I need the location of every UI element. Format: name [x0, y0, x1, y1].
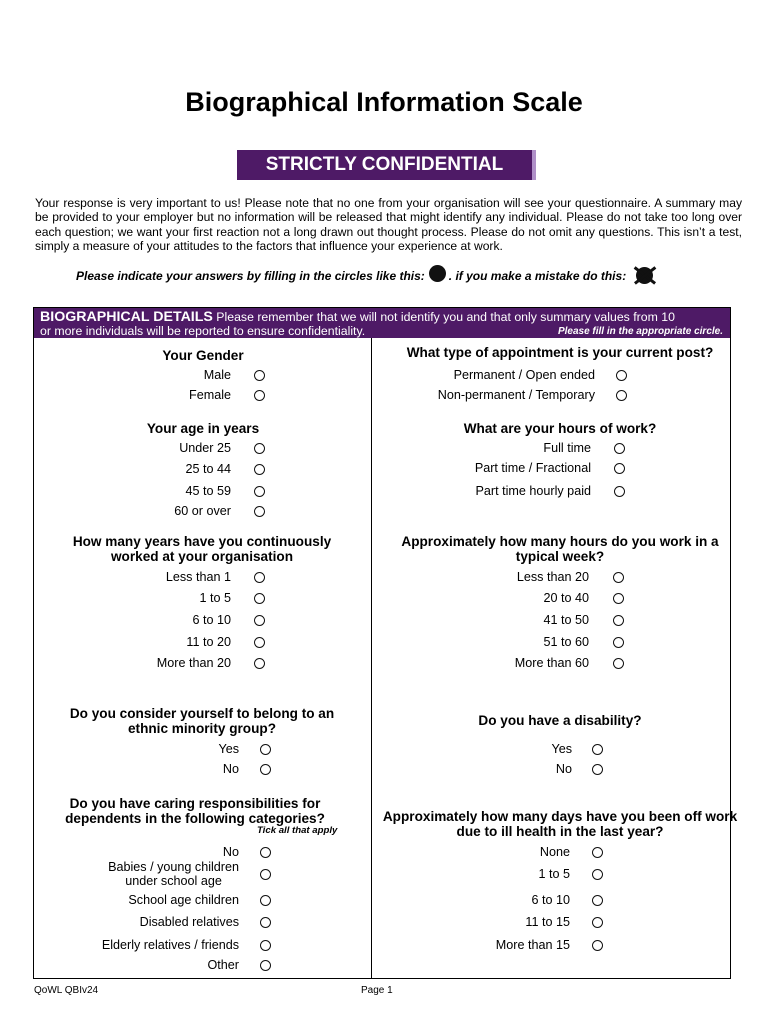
option-label-sick-days: None: [539, 845, 570, 859]
option-label-years: 11 to 20: [186, 635, 231, 649]
option-label-ethnic: Yes: [218, 742, 239, 756]
option-label-appointment: Non-permanent / Temporary: [437, 388, 595, 402]
fill-circle-note: Please fill in the appropriate circle.: [557, 326, 723, 337]
answer-radio-appointment[interactable]: [616, 370, 627, 381]
confidential-banner: STRICTLY CONFIDENTIAL: [237, 150, 536, 180]
option-label-ethnic: No: [222, 762, 239, 776]
answer-radio-years[interactable]: [254, 658, 265, 669]
page-number: Page 1: [361, 985, 393, 996]
answer-radio-caring[interactable]: [260, 869, 271, 880]
option-label-years: 1 to 5: [199, 591, 231, 605]
option-label-caring: No: [222, 845, 239, 859]
answer-radio-sick-days[interactable]: [592, 847, 603, 858]
crossed-circle-example-icon: [632, 264, 658, 286]
option-label-caring: Other: [207, 958, 239, 972]
instruction-mistake-text: . if you make a mistake do this:: [448, 269, 627, 283]
section-heading: BIOGRAPHICAL DETAILS: [40, 309, 213, 325]
question-weekly-hours: Approximately how many hours do you work in a typical week?: [401, 534, 719, 564]
option-label-years: Less than 1: [165, 570, 231, 584]
biographical-details-header: [34, 308, 730, 338]
answer-radio-years[interactable]: [254, 593, 265, 604]
answer-radio-weekly-hours[interactable]: [613, 593, 624, 604]
question-gender: Your Gender: [162, 348, 244, 363]
option-label-caring: Babies / young children under school age: [108, 860, 239, 888]
option-label-disability: Yes: [551, 742, 572, 756]
answer-radio-weekly-hours[interactable]: [613, 572, 624, 583]
option-label-weekly-hours: More than 60: [514, 656, 589, 670]
question-disability: Do you have a disability?: [478, 713, 642, 728]
answer-radio-appointment[interactable]: [616, 390, 627, 401]
answer-radio-hours[interactable]: [614, 486, 625, 497]
question-ethnic: Do you consider yourself to belong to an ethnic minority group?: [69, 706, 335, 736]
answer-radio-gender[interactable]: [254, 390, 265, 401]
answer-radio-weekly-hours[interactable]: [613, 658, 624, 669]
option-label-hours: Full time: [543, 441, 591, 455]
confidentiality-note-continued: or more individuals will be reported to ensure confidentiality.: [40, 324, 366, 338]
option-label-weekly-hours: 51 to 60: [543, 635, 589, 649]
option-label-years: 6 to 10: [192, 613, 231, 627]
footer-code: QoWL QBIv24: [34, 985, 99, 996]
answer-radio-weekly-hours[interactable]: [613, 637, 624, 648]
answer-radio-weekly-hours[interactable]: [613, 615, 624, 626]
answer-radio-caring[interactable]: [260, 960, 271, 971]
option-label-age: Under 25: [179, 441, 231, 455]
answer-radio-sick-days[interactable]: [592, 917, 603, 928]
option-label-sick-days: More than 15: [495, 938, 570, 952]
answer-radio-years[interactable]: [254, 615, 265, 626]
answer-radio-sick-days[interactable]: [592, 895, 603, 906]
answer-radio-caring[interactable]: [260, 917, 271, 928]
option-label-sick-days: 6 to 10: [531, 893, 570, 907]
question-age: Your age in years: [146, 421, 260, 436]
filled-circle-example-icon: [429, 265, 446, 282]
option-label-appointment: Permanent / Open ended: [453, 368, 595, 382]
answer-radio-years[interactable]: [254, 637, 265, 648]
answer-radio-hours[interactable]: [614, 463, 625, 474]
answer-radio-age[interactable]: [254, 443, 265, 454]
answer-radio-sick-days[interactable]: [592, 940, 603, 951]
answer-radio-sick-days[interactable]: [592, 869, 603, 880]
option-label-age: 45 to 59: [185, 484, 231, 498]
option-label-sick-days: 1 to 5: [538, 867, 570, 881]
question-caring: Do you have caring responsibilities for dependents in the following categories?: [65, 796, 325, 826]
answer-radio-caring[interactable]: [260, 940, 271, 951]
option-label-hours: Part time hourly paid: [475, 484, 591, 498]
answer-radio-ethnic[interactable]: [260, 764, 271, 775]
answer-radio-caring[interactable]: [260, 847, 271, 858]
intro-paragraph: Your response is very important to us! Please note that no one from your organisation will see your questionnaire. A summary may be provided to your employer but no information will be released that might identify any individual. Please do not take too long over each question; we want your first reaction not a long drawn out thought process. Please do not omit any questions. This isn’t a test, simply a measure of your attitudes to the factors that influence your experience at work.: [35, 196, 742, 254]
answer-radio-age[interactable]: [254, 506, 265, 517]
tick-all-note: Tick all that apply: [257, 825, 338, 836]
option-label-caring: School age children: [128, 893, 239, 907]
answer-radio-years[interactable]: [254, 572, 265, 583]
question-appointment: What type of appointment is your current post?: [406, 345, 714, 360]
option-label-weekly-hours: 20 to 40: [543, 591, 589, 605]
page-title: Biographical Information Scale: [185, 87, 583, 117]
question-hours: What are your hours of work?: [463, 421, 657, 436]
option-label-gender: Female: [189, 388, 231, 402]
answer-radio-gender[interactable]: [254, 370, 265, 381]
answer-radio-age[interactable]: [254, 486, 265, 497]
option-label-weekly-hours: 41 to 50: [543, 613, 589, 627]
answer-radio-caring[interactable]: [260, 895, 271, 906]
option-label-gender: Male: [203, 368, 231, 382]
instruction-text: Please indicate your answers by filling in the circles like this:: [76, 269, 425, 283]
column-divider: [371, 338, 372, 978]
option-label-age: 25 to 44: [185, 462, 231, 476]
option-label-disability: No: [555, 762, 572, 776]
answer-radio-age[interactable]: [254, 464, 265, 475]
option-label-sick-days: 11 to 15: [525, 915, 570, 929]
option-label-hours: Part time / Fractional: [474, 461, 591, 475]
option-label-years: More than 20: [156, 656, 231, 670]
confidentiality-note: Please remember that we will not identify you and that only summary values from 10: [212, 310, 675, 324]
answer-radio-ethnic[interactable]: [260, 744, 271, 755]
option-label-caring: Elderly relatives / friends: [101, 938, 239, 952]
option-label-age: 60 or over: [174, 504, 231, 518]
option-label-weekly-hours: Less than 20: [516, 570, 589, 584]
answer-radio-disability[interactable]: [592, 744, 603, 755]
question-sick-days: Approximately how many days have you been off work due to ill health in the last year?: [382, 809, 738, 839]
option-label-caring: Disabled relatives: [139, 915, 239, 929]
answer-radio-hours[interactable]: [614, 443, 625, 454]
answer-radio-disability[interactable]: [592, 764, 603, 775]
question-years: How many years have you continuously worked at your organisation: [72, 534, 332, 564]
fill-instruction: [76, 264, 658, 286]
